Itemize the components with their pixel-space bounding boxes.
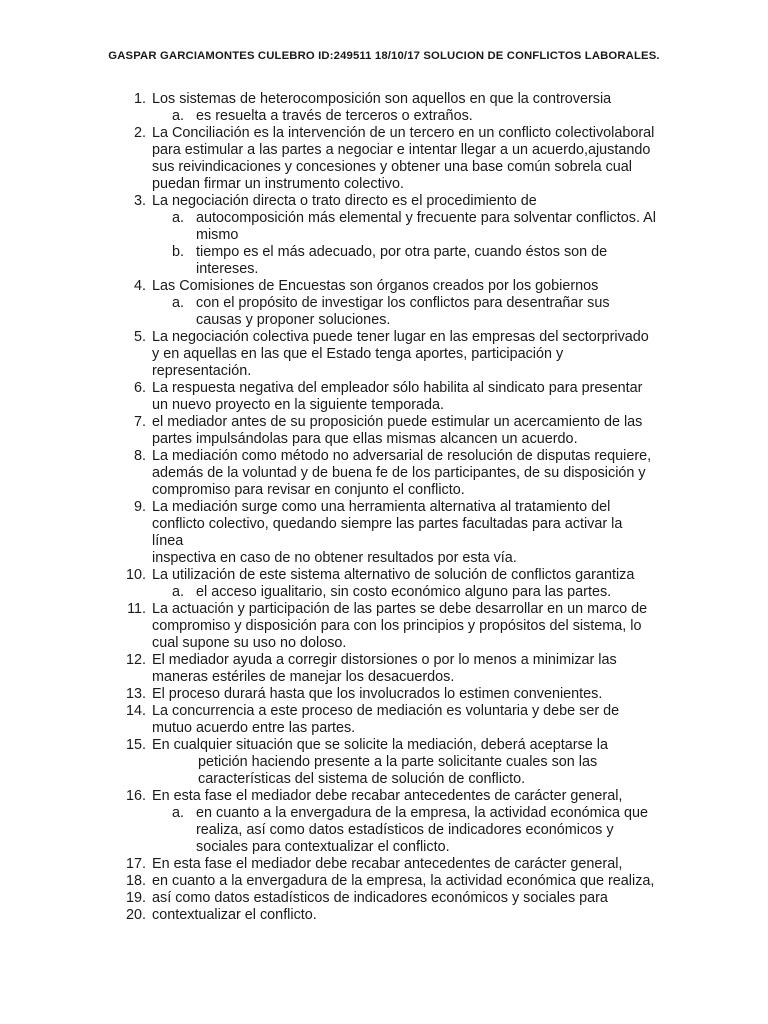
sub-item-line: mismo (196, 227, 239, 243)
list-item (0, 907, 657, 924)
list-item (0, 125, 657, 193)
sub-item (0, 108, 661, 125)
sub-item (0, 210, 661, 244)
list-item-line: Las Comisiones de Encuestas son órganos creados por los gobiernos (152, 278, 599, 294)
list-item (0, 856, 657, 873)
list-item-number: 14. (125, 703, 146, 719)
sub-item-label: a. (172, 210, 185, 226)
list-item-line: petición haciendo presente a la parte solicitante cuales son las (198, 754, 598, 770)
list-item-line: inspectiva en caso de no obtener resultados por esta vía. (152, 550, 517, 566)
list-item-number: 17. (125, 856, 146, 872)
list-item (0, 414, 657, 448)
sub-item-label: a. (172, 584, 185, 600)
list-item-number: 19. (125, 890, 146, 906)
sub-item-line: en cuanto a la envergadura de la empresa, la actividad económica que (196, 805, 648, 821)
sub-item-line: el acceso igualitario, sin costo económico alguno para las partes. (196, 584, 612, 600)
list-item-line: La concurrencia a este proceso de mediación es voluntaria y debe ser de (152, 703, 620, 719)
list-item-line: La mediación surge como una herramienta alternativa al tratamiento del (152, 499, 611, 515)
list-item-number: 10. (125, 567, 146, 583)
list-item-line: La negociación directa o trato directo es el procedimiento de (152, 193, 537, 209)
list-item-number: 12. (125, 652, 146, 668)
list-item-number: 7. (133, 414, 146, 430)
list-item (0, 686, 657, 703)
list-item-line: partes impulsándolas para que ellas mismas alcancen un acuerdo. (152, 431, 578, 447)
numbered-list (0, 91, 768, 924)
list-item-number: 20. (125, 907, 146, 923)
list-item-number: 1. (133, 91, 146, 107)
list-item-line: así como datos estadísticos de indicadores económicos y sociales para (152, 890, 608, 906)
list-item-number: 4. (133, 278, 146, 294)
list-item-line: En esta fase el mediador debe recabar antecedentes de carácter general, (152, 856, 623, 872)
list-item-number: 2. (133, 125, 146, 141)
sub-item-line: es resuelta a través de terceros o extraños. (196, 108, 473, 124)
list-item-line: compromiso y disposición para con los principios y propósitos del sistema, lo (152, 618, 642, 634)
sub-item-line: tiempo es el más adecuado, por otra parte, cuando éstos son de (196, 244, 608, 260)
list-item (0, 499, 657, 567)
list-item-number: 16. (125, 788, 146, 804)
list-item-line: compromiso para revisar en conjunto el conflicto. (152, 482, 465, 498)
list-item-number: 18. (125, 873, 146, 889)
sub-item-line: intereses. (196, 261, 259, 277)
sub-item (0, 805, 661, 856)
list-item (0, 193, 657, 210)
list-item-number: 8. (133, 448, 146, 464)
list-item-line: cual supone su uso no doloso. (152, 635, 347, 651)
list-item-line: en cuanto a la envergadura de la empresa, la actividad económica que realiza, (152, 873, 655, 889)
sub-item-label: a. (172, 108, 185, 124)
list-item-line: sus reivindicaciones y concesiones y obtener una base común sobrela cual (152, 159, 632, 175)
sub-item-line: realiza, así como datos estadísticos de indicadores económicos y (196, 822, 614, 838)
page-title: GASPAR GARCIAMONTES CULEBRO ID:249511 18/10/17 SOLUCION DE CONFLICTOS LABORALES. (108, 50, 660, 62)
list-item-line: un nuevo proyecto en la siguiente temporada. (152, 397, 445, 413)
list-item-line: características del sistema de solución de conflicto. (198, 771, 526, 787)
list-item-line: representación. (152, 363, 252, 379)
list-item-line: La mediación como método no adversarial de resolución de disputas requiere, (152, 448, 652, 464)
list-item (0, 567, 657, 584)
list-item-number: 11. (127, 601, 146, 617)
list-item-line: En esta fase el mediador debe recabar antecedentes de carácter general, (152, 788, 623, 804)
sub-item-line: con el propósito de investigar los conflictos para desentrañar sus (196, 295, 610, 311)
list-item-line: además de la voluntad y de buena fe de los participantes, de su disposición y (152, 465, 646, 481)
list-item-number: 9. (133, 499, 146, 515)
list-item-line: para estimular a las partes a negociar e intentar llegar a un acuerdo,ajustando (152, 142, 651, 158)
sub-item (0, 295, 661, 329)
list-item-line: La utilización de este sistema alternativo de solución de conflictos garantiza (152, 567, 635, 583)
list-item-number: 13. (125, 686, 146, 702)
sub-item-label: b. (172, 244, 185, 260)
list-item-number: 5. (133, 329, 146, 345)
list-item (0, 788, 657, 805)
list-item (0, 737, 657, 788)
list-item-line: La Conciliación es la intervención de un tercero en un conflicto colectivolaboral (152, 125, 655, 141)
sub-item-line: causas y proponer soluciones. (196, 312, 391, 328)
list-item (0, 873, 657, 890)
sub-item-label: a. (172, 295, 185, 311)
list-item-line: La actuación y participación de las partes se debe desarrollar en un marco de (152, 601, 648, 617)
list-item-line: Los sistemas de heterocomposición son aquellos en que la controversia (152, 91, 612, 107)
list-item-number: 6. (133, 380, 146, 396)
list-item-line: maneras estériles de manejar los desacuerdos. (152, 669, 455, 685)
list-item (0, 448, 657, 499)
list-item (0, 601, 657, 652)
list-item (0, 652, 657, 686)
list-item-line: En cualquier situación que se solicite la mediación, deberá aceptarse la (152, 737, 608, 753)
list-item-line: La negociación colectiva puede tener lugar en las empresas del sectorprivado (152, 329, 649, 345)
list-item-line: y en aquellas en las que el Estado tenga aportes, participación y (152, 346, 564, 362)
list-item-line: conflicto colectivo, quedando siempre las partes facultadas para activar la línea (152, 516, 623, 549)
list-item-line: el mediador antes de su proposición puede estimular un acercamiento de las (152, 414, 643, 430)
list-item-line: mutuo acuerdo entre las partes. (152, 720, 356, 736)
list-item (0, 890, 657, 907)
sub-item-line: sociales para contextualizar el conflicto. (196, 839, 450, 855)
list-item (0, 380, 657, 414)
sub-item (0, 584, 661, 601)
list-item-number: 15. (125, 737, 146, 753)
sub-item (0, 244, 661, 278)
list-item-line: El mediador ayuda a corregir distorsiones o por lo menos a minimizar las (152, 652, 617, 668)
list-item (0, 91, 657, 108)
sub-item-line: autocomposición más elemental y frecuente para solventar conflictos. Al (196, 210, 656, 226)
list-item-number: 3. (133, 193, 146, 209)
list-item-line: La respuesta negativa del empleador sólo habilita al sindicato para presentar (152, 380, 643, 396)
list-item-line: puedan firmar un instrumento colectivo. (152, 176, 404, 192)
list-item-line: contextualizar el conflicto. (152, 907, 317, 923)
list-item-line: El proceso durará hasta que los involucrados lo estimen convenientes. (152, 686, 603, 702)
list-item (0, 703, 657, 737)
sub-item-label: a. (172, 805, 185, 821)
list-item (0, 329, 657, 380)
list-item (0, 278, 657, 295)
